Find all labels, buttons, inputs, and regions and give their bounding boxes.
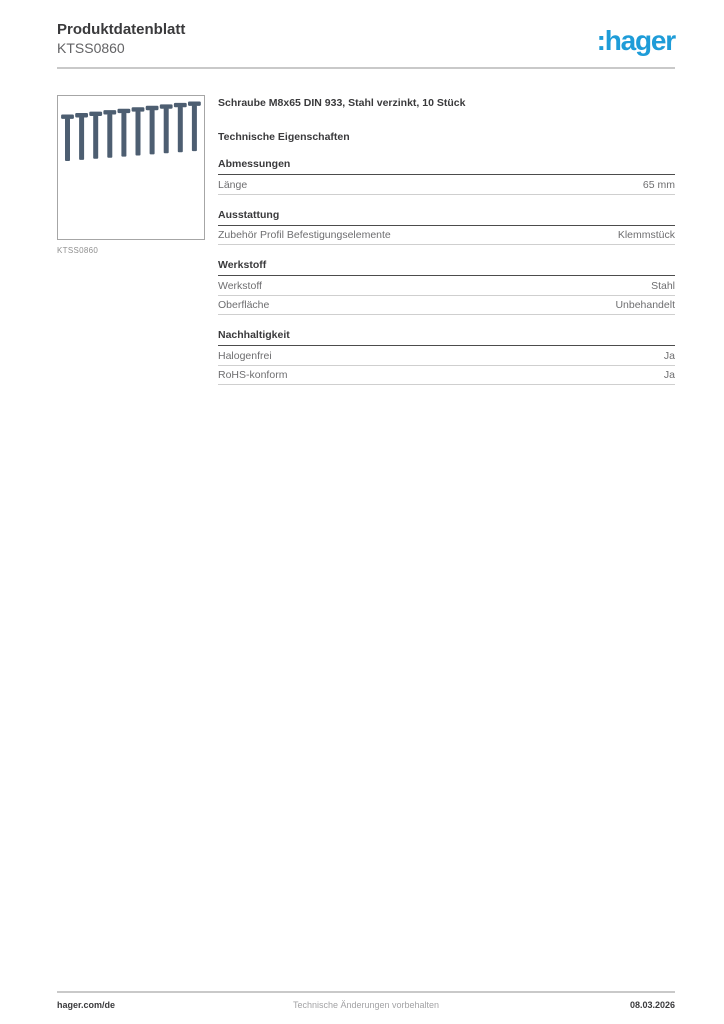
section-rows (218, 175, 675, 195)
footer-notice: Technische Änderungen vorbehalten (292, 1000, 440, 1010)
spec-row (218, 296, 675, 316)
spec-value: Ja (663, 369, 675, 381)
footer-url[interactable]: hager.com/de (57, 1000, 116, 1010)
section-heading: Werkstoff (218, 259, 675, 276)
footer-row (57, 1000, 675, 1010)
page-title: Produktdatenblatt (57, 21, 186, 38)
spec-value: Klemmstück (617, 229, 675, 241)
screws-graphic (58, 96, 204, 239)
spec-label: Zubehör Profil Befestigungselemente (218, 229, 391, 241)
product-code: KTSS0860 (57, 40, 125, 56)
section-rows (218, 226, 675, 246)
spec-section (218, 259, 675, 315)
product-title: Schraube M8x65 DIN 933, Stahl verzinkt, 10 Stück (218, 97, 466, 109)
footer (57, 991, 675, 1010)
spec-value: Unbehandelt (615, 299, 675, 311)
spec-row (218, 346, 675, 366)
spec-value: Ja (663, 349, 675, 362)
spec-section (218, 209, 675, 246)
footer-divider (57, 991, 675, 993)
header-divider (57, 67, 675, 69)
footer-date: 08.03.2026 (629, 1000, 675, 1010)
spec-label: Werkstoff (218, 279, 262, 292)
spec-value: 65 mm (642, 178, 675, 191)
spec-label: RoHS-konform (218, 369, 288, 381)
spec-row (218, 276, 675, 296)
product-image-column (57, 95, 205, 385)
header (57, 20, 675, 57)
spec-row (218, 366, 675, 386)
spec-value: Stahl (651, 279, 675, 292)
spec-label: Halogenfrei (218, 349, 272, 362)
spec-row (218, 226, 675, 246)
product-image (57, 95, 205, 240)
spec-label: Oberfläche (218, 299, 270, 311)
section-rows (218, 276, 675, 315)
product-image-caption: KTSS0860 (57, 246, 99, 255)
spec-row (218, 175, 675, 195)
section-heading: Ausstattung (218, 209, 675, 226)
spec-section (218, 158, 675, 195)
spec-section (218, 329, 675, 385)
spec-sections (218, 158, 675, 385)
spec-label: Länge (218, 178, 248, 191)
header-titles (57, 20, 185, 57)
section-heading: Abmessungen (218, 158, 675, 175)
specs-column (218, 95, 675, 385)
section-heading: Nachhaltigkeit (218, 329, 675, 346)
main-content (57, 95, 675, 385)
section-rows (218, 346, 675, 385)
hager-logo: :hager (596, 25, 675, 56)
tech-properties-heading: Technische Eigenschaften (218, 131, 350, 143)
